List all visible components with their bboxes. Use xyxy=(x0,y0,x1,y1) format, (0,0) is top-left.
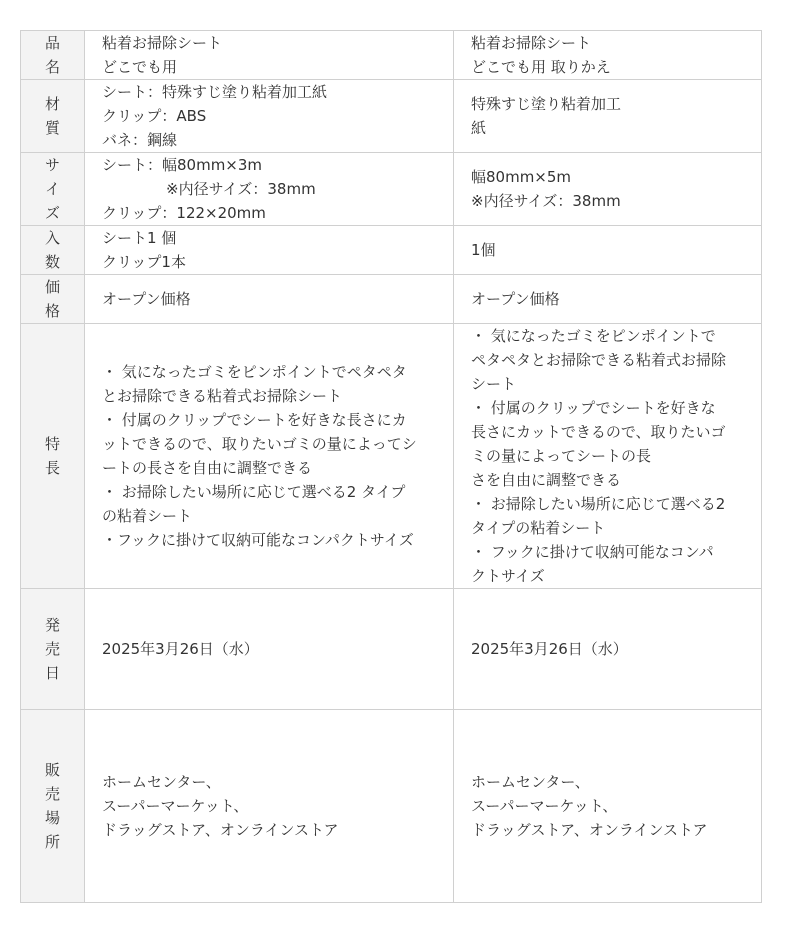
value-line: ミの量によってシートの長 xyxy=(471,447,652,465)
value-line: ・ お掃除したい場所に応じて選べる2 xyxy=(471,495,726,513)
spec-row-size xyxy=(21,153,762,226)
value-line: ドラッグストア、オンラインストア xyxy=(471,821,708,839)
value-line: ※内径サイズ：38mm xyxy=(166,180,316,198)
value-line: ホームセンター、 xyxy=(102,773,221,791)
row-label: 発売日 xyxy=(44,616,60,682)
value-line: ・ 気になったゴミをピンポイントで xyxy=(471,327,716,345)
value-line: タイプの粘着シート xyxy=(471,519,606,537)
value-cell-refill xyxy=(454,153,762,226)
spec-row-release-date xyxy=(21,589,762,710)
value-line: 紙 xyxy=(471,119,487,137)
value-line: オープン価格 xyxy=(471,290,560,308)
value-line: クリップ：ABS xyxy=(102,107,207,125)
value-line: さを自由に調整できる xyxy=(471,471,622,489)
value-line: クトサイズ xyxy=(471,567,545,585)
value-line: ットできるので、取りたいゴミの量によってシ xyxy=(102,435,417,453)
value-line: の粘着シート xyxy=(102,507,193,525)
spec-row-features xyxy=(21,324,762,589)
value-line: シート1 個 xyxy=(102,229,177,247)
value-cell-refill xyxy=(454,80,762,153)
value-line: ・ フックに掛けて収納可能なコンパ xyxy=(471,543,714,561)
value-line: とお掃除できる粘着式お掃除シート xyxy=(102,387,343,405)
value-line: 1個 xyxy=(471,241,496,259)
row-label: 販売場所 xyxy=(44,761,60,851)
row-label-cell xyxy=(21,589,85,710)
spec-row-product-name xyxy=(21,31,762,80)
value-line: ドラッグストア、オンラインストア xyxy=(102,821,339,839)
product-spec-table xyxy=(20,30,762,903)
value-line: ・ 付属のクリップでシートを好きな xyxy=(471,399,716,417)
value-line: ・ 気になったゴミをピンポイントでペタペタ xyxy=(102,363,407,381)
value-line: ※内径サイズ：38mm xyxy=(471,192,621,210)
value-line: ホームセンター、 xyxy=(471,773,590,791)
value-cell-refill xyxy=(454,324,762,589)
row-label: 価格 xyxy=(44,278,60,320)
value-line: クリップ1本 xyxy=(102,253,186,271)
value-cell-standard xyxy=(85,226,454,275)
value-cell-refill xyxy=(454,275,762,324)
spec-row-quantity xyxy=(21,226,762,275)
value-line: 粘着お掃除シート xyxy=(102,34,223,52)
value-line: ートの長さを自由に調整できる xyxy=(102,459,313,477)
value-cell-standard xyxy=(85,153,454,226)
value-cell-standard xyxy=(85,31,454,80)
value-line: シート xyxy=(471,375,517,393)
row-label-cell xyxy=(21,153,85,226)
value-cell-standard xyxy=(85,710,454,903)
value-cell-standard xyxy=(85,275,454,324)
value-line: 2025年3月26日（水） xyxy=(471,640,628,658)
value-cell-standard xyxy=(85,589,454,710)
row-label-cell xyxy=(21,226,85,275)
row-label-cell xyxy=(21,31,85,80)
spec-row-sales-location xyxy=(21,710,762,903)
value-line: オープン価格 xyxy=(102,290,191,308)
value-cell-refill xyxy=(454,589,762,710)
spec-row-material xyxy=(21,80,762,153)
value-line: スーパーマーケット、 xyxy=(471,797,618,815)
value-cell-refill xyxy=(454,226,762,275)
spec-row-price xyxy=(21,275,762,324)
value-cell-standard xyxy=(85,324,454,589)
value-cell-standard xyxy=(85,80,454,153)
value-line: 長さにカットできるので、取りたいゴ xyxy=(471,423,726,441)
value-line: シート：幅80mm×3m xyxy=(102,156,263,174)
value-line: 粘着お掃除シート xyxy=(471,34,592,52)
row-label: 入数 xyxy=(44,229,60,271)
value-line: 特殊すじ塗り粘着加工 xyxy=(471,95,622,113)
value-line: どこでも用 xyxy=(102,58,178,76)
row-label-cell xyxy=(21,710,85,903)
row-label-cell xyxy=(21,275,85,324)
value-line: 幅80mm×5m xyxy=(471,168,572,186)
row-label-cell xyxy=(21,324,85,589)
value-cell-refill xyxy=(454,31,762,80)
value-line: ・ 付属のクリップでシートを好きな長さにカ xyxy=(102,411,407,429)
value-line: 2025年3月26日（水） xyxy=(102,640,259,658)
value-line: クリップ：122×20mm xyxy=(102,204,266,222)
row-label: 品名 xyxy=(44,34,60,76)
row-label-cell xyxy=(21,80,85,153)
row-label: 特長 xyxy=(44,435,60,477)
row-label: サイズ xyxy=(44,156,60,222)
value-line: ・ お掃除したい場所に応じて選べる2 タイプ xyxy=(102,483,406,501)
value-cell-refill xyxy=(454,710,762,903)
value-line: ペタペタとお掃除できる粘着式お掃除 xyxy=(471,351,727,369)
row-label: 材質 xyxy=(44,95,60,137)
value-line: どこでも用 取りかえ xyxy=(471,58,611,76)
value-line: シート：特殊すじ塗り粘着加工紙 xyxy=(102,83,328,101)
value-line: スーパーマーケット、 xyxy=(102,797,249,815)
value-line: ・フックに掛けて収納可能なコンパクトサイズ xyxy=(102,531,414,549)
value-line: バネ：鋼線 xyxy=(102,131,178,149)
